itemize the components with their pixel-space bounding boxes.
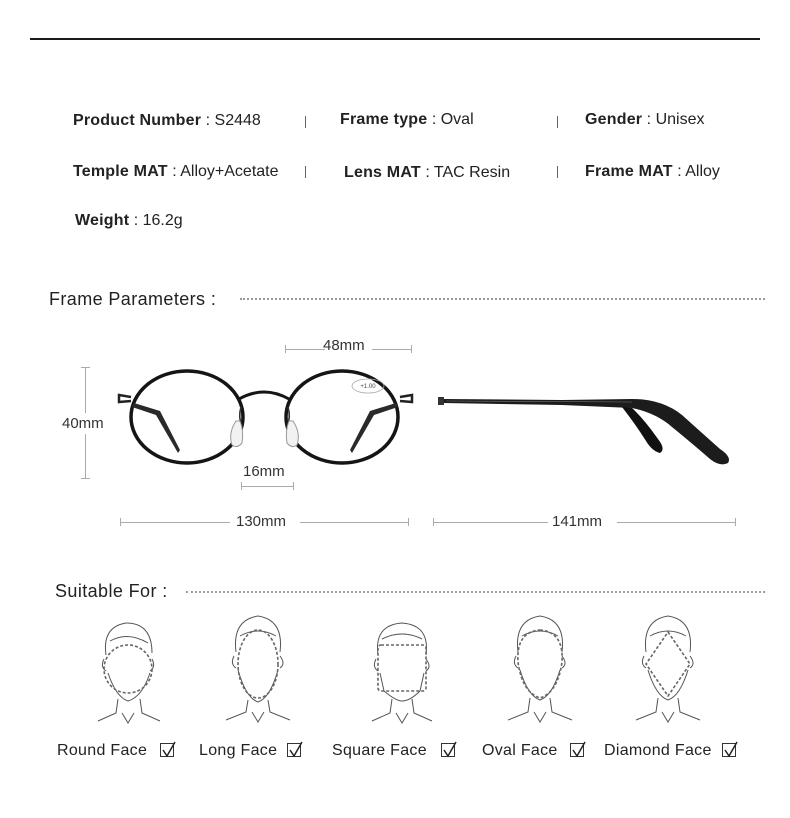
long-face-checkbox[interactable]: [287, 743, 301, 757]
spec-frame-type: Frame type : Oval: [340, 111, 474, 128]
check-icon: [571, 741, 587, 759]
square-face-checkbox[interactable]: [441, 743, 455, 757]
diamond-face-checkbox[interactable]: [722, 743, 736, 757]
face-label-long: Long Face: [199, 742, 278, 759]
face-label-diamond: Diamond Face: [604, 742, 712, 759]
dim-line: [241, 486, 293, 487]
frame-width-label: 130mm: [236, 513, 287, 530]
spec-product-number: Product Number : S2448: [73, 112, 261, 129]
face-label-square: Square Face: [332, 742, 427, 759]
dim-tick: [285, 345, 286, 353]
dim-tick: [408, 518, 409, 526]
check-icon: [288, 741, 304, 759]
bridge-width-label: 16mm: [243, 463, 285, 480]
dotted-divider: [186, 591, 765, 593]
dim-line: [372, 349, 412, 350]
spec-separator: [305, 166, 306, 178]
dim-tick: [81, 367, 90, 368]
glasses-side-icon: [432, 385, 742, 470]
round-face-icon: [88, 617, 168, 725]
dotted-divider: [240, 298, 765, 300]
oval-face-checkbox[interactable]: [570, 743, 584, 757]
temple-length-label: 141mm: [552, 513, 603, 530]
check-icon: [161, 741, 177, 759]
spec-lens-mat: Lens MAT : TAC Resin: [344, 164, 511, 181]
lens-power-marking: +1.00: [360, 384, 376, 390]
long-face-icon: [218, 612, 298, 724]
check-icon: [442, 741, 458, 759]
round-face-checkbox[interactable]: [160, 743, 174, 757]
dim-line: [300, 522, 409, 523]
check-icon: [723, 741, 739, 759]
face-label-round: Round Face: [57, 742, 148, 759]
dim-line: [617, 522, 736, 523]
dim-line: [433, 522, 548, 523]
dim-tick: [120, 518, 121, 526]
face-label-oval: Oval Face: [482, 742, 558, 759]
spec-separator: [557, 116, 558, 128]
spec-weight: Weight : 16.2g: [75, 212, 183, 229]
lens-height-label: 40mm: [62, 415, 104, 432]
dim-line: [120, 522, 230, 523]
spec-gender: Gender : Unisex: [585, 111, 705, 128]
dim-tick: [735, 518, 736, 526]
suitable-for-title: Suitable For :: [55, 581, 168, 601]
glasses-front-icon: [110, 355, 420, 475]
square-face-icon: [362, 617, 442, 725]
spec-separator: [305, 116, 306, 128]
dim-tick: [433, 518, 434, 526]
spec-separator: [557, 166, 558, 178]
spec-temple-mat: Temple MAT : Alloy+Acetate: [73, 163, 279, 180]
dim-line: [285, 349, 325, 350]
lens-width-label: 48mm: [323, 337, 365, 354]
dim-tick: [241, 482, 242, 490]
oval-face-icon: [500, 612, 580, 724]
frame-parameters-title: Frame Parameters :: [49, 289, 217, 309]
spec-frame-mat: Frame MAT : Alloy: [585, 163, 720, 180]
dim-tick: [293, 482, 294, 490]
top-divider: [30, 38, 760, 40]
dim-tick: [411, 345, 412, 353]
dim-tick: [81, 478, 90, 479]
diamond-face-icon: [628, 612, 708, 724]
